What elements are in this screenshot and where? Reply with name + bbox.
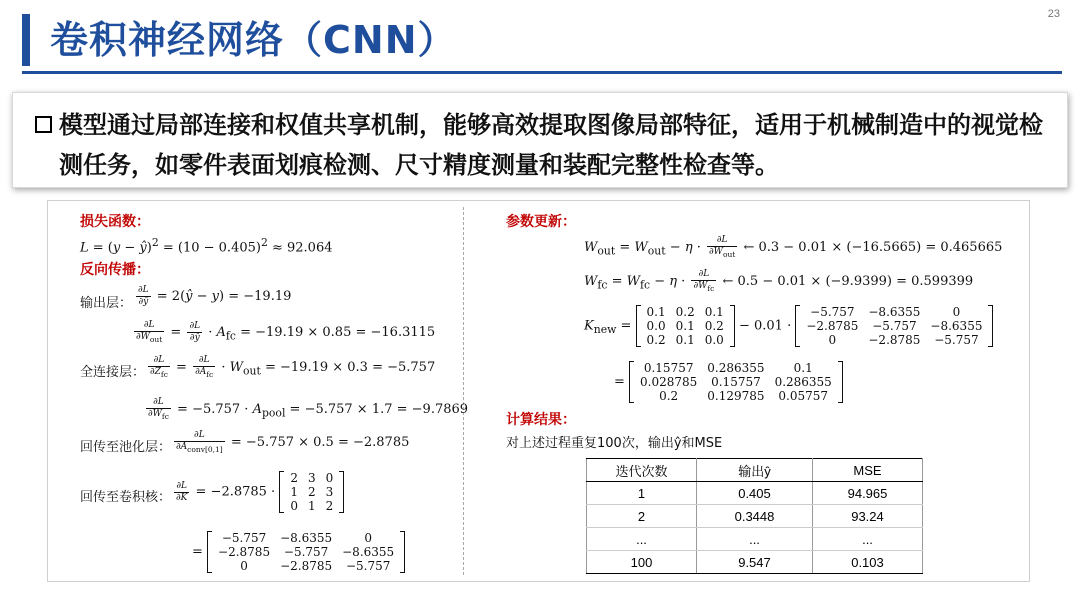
table-cell: 2 [587, 505, 697, 528]
table-cell: 1 [587, 482, 697, 505]
results-table [586, 458, 923, 574]
result-heading: 计算结果： [506, 412, 576, 428]
table-cell: 0.3448 [697, 505, 813, 528]
pool-layer-label: 回传至池化层： [80, 440, 172, 455]
table-cell: 0.103 [813, 551, 923, 574]
kernel-grad-result: = −5.757 −8.6355 0 −2.8785 −5.757 −8.6355 0 −2.8785 −5.757 [192, 531, 405, 573]
table-row [587, 528, 923, 551]
kernel-new-result: = 0.15757 0.286355 0.1 0.028785 0.15757 0.286355 0.2 0.129785 0.05757 [614, 361, 843, 403]
title-accent-bar [22, 14, 30, 66]
table-cell: ... [813, 528, 923, 551]
result-intro: 对上述过程重复100次，输出ŷ和MSE [506, 436, 723, 451]
kernel-label: 回传至卷积核： [80, 490, 172, 505]
pool-grad-equation: $\frac{\partial L}{\partial A_{conv[0,1]}}$ = −5.757 × 0.5 = −2.8785 [176, 430, 410, 454]
table-row [587, 482, 923, 505]
fc-weight-grad-equation: $\frac{\partial L}{\partial W_{fc}}$ = $-5.757 \cdot A_{pool} = -5.757 \times 1.7 = -9.7869$ [148, 397, 469, 421]
kernel-grad-equation: $\frac{\partial L}{\partial K}$ = −2.8785 · 2 3 0 1 2 3 0 1 2 [172, 471, 344, 513]
derivation-panel [47, 200, 1030, 582]
output-layer-label: 输出层： [80, 296, 133, 311]
square-bullet-icon [35, 116, 52, 133]
kernel-gradient-matrix: −5.757 −8.6355 0 −2.8785 −5.757 −8.6355 0 −2.8785 −5.757 [795, 305, 993, 347]
fc-grad-equation: $\frac{\partial L}{\partial Z_{fc}}$ = $\frac{\partial L}{\partial A_{fc}}$ · $W_{out} = -19.19 \times 0.3 = -5.757$ [150, 355, 436, 379]
slide-title: 卷积神经网络（CNN） [50, 18, 457, 62]
kernel-old-matrix: 0.1 0.2 0.1 0.0 0.1 0.2 0.2 0.1 0.0 [636, 305, 735, 347]
table-row [587, 551, 923, 574]
table-row [587, 505, 923, 528]
wfc-update-equation: $W_{fc} = W_{fc} - \eta$ · $\frac{\partial L}{\partial W_{fc}}$ ← 0.5 − 0.01 × (−9.9399) = 0.599399 [584, 269, 974, 293]
title-underline [22, 71, 1062, 74]
table-cell: 0.405 [697, 482, 813, 505]
kernel-matrix: 2 3 0 1 2 3 0 1 2 [279, 471, 344, 513]
kernel-grad-matrix: −5.757 −8.6355 0 −2.8785 −5.757 −8.6355 0 −2.8785 −5.757 [207, 531, 405, 573]
kernel-new-matrix: 0.15757 0.286355 0.1 0.028785 0.15757 0.286355 0.2 0.129785 0.05757 [629, 361, 843, 403]
loss-heading: 损失函数： [80, 214, 150, 230]
summary-callout [12, 92, 1068, 188]
table-cell: 94.965 [813, 482, 923, 505]
table-header-row [587, 459, 923, 482]
backprop-heading: 反向传播： [80, 262, 150, 278]
table-cell: 93.24 [813, 505, 923, 528]
summary-text: 模型通过局部连接和权值共享机制，能够高效提取图像局部特征，适用于机械制造中的视觉检测任务，如零件表面划痕检测、尺寸精度测量和装配完整性检查等。 [59, 111, 1043, 179]
table-cell: ... [587, 528, 697, 551]
table-cell: ... [697, 528, 813, 551]
output-weight-grad-equation: $\frac{\partial L}{\partial W_{out}}$ = $\frac{\partial L}{\partial ŷ}$ · $A_{fc} = -19.19 \times 0.85 = -16.3115$ [136, 320, 436, 344]
loss-equation: L = (y − ŷ)$^2$ = $(10 - 0.405)^2 \approx 92.064$ [80, 236, 333, 256]
wout-update-equation: $W_{out} = W_{out} - \eta$ · $\frac{\partial L}{\partial W_{out}}$ ← 0.3 − 0.01 × (−16.5665) = 0.465665 [584, 235, 1003, 259]
column-divider [463, 207, 464, 575]
table-header-iteration: 迭代次数 [587, 459, 697, 482]
kernel-update-equation: $K_{new}$ = 0.1 0.2 0.1 0.0 0.1 0.2 0.2 0.1 0.0 − 0.01 · −5.757 −8.6355 0 −2.8785 −5.757 −8.6355 0 −2.8785 −5.757 [584, 305, 993, 347]
table-header-output: 输出ŷ [697, 459, 813, 482]
update-heading: 参数更新： [506, 214, 576, 230]
page-number: 23 [1047, 8, 1060, 20]
table-header-mse: MSE [813, 459, 923, 482]
fc-layer-label: 全连接层： [80, 365, 146, 380]
output-grad-equation: $\frac{\partial L}{\partial ŷ}$ = 2(ŷ − y) = −19.19 [138, 285, 292, 307]
table-cell: 100 [587, 551, 697, 574]
table-cell: 9.547 [697, 551, 813, 574]
